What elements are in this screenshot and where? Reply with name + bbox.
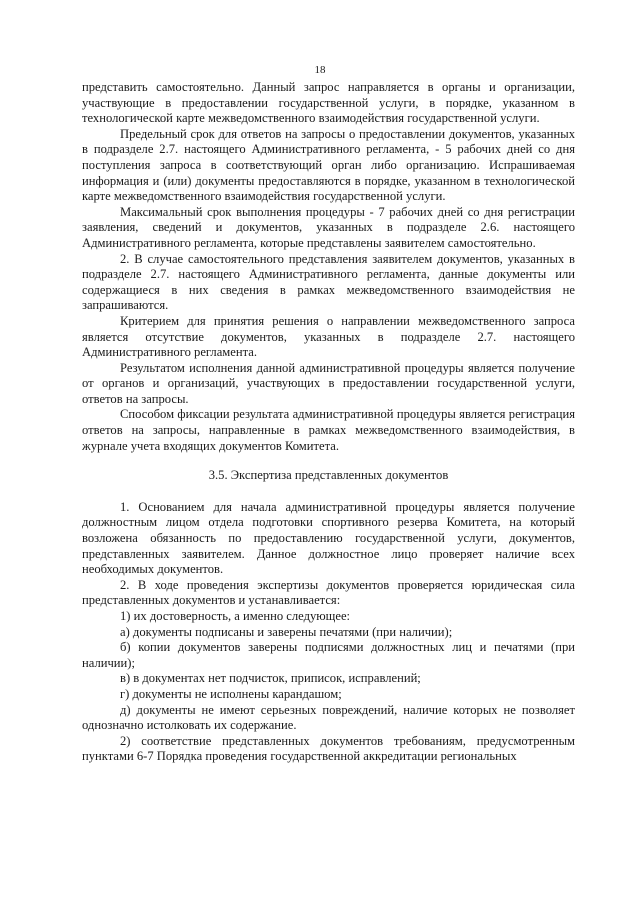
paragraph-deadline: Предельный срок для ответов на запросы о предоставлении документов, указанных в подразделе 2.7. настоящего Административного регламента, - 5 рабочих дней со дня поступления запроса в соответствующий орган либо организацию. Испрашиваемая информация и (или) документы предоставляются в порядке, указанном в технологической карте межведомственного взаимодействия государственной услуги. (82, 126, 575, 204)
paragraph-fixation: Способом фиксации результата административной процедуры является регистрация ответов на запросы, направленные в рамках межведомственного взаимодействия, в журнале учета входящих документов Комитета. (82, 407, 575, 453)
paragraph-criterion: Критерием для принятия решения о направлении межведомственного запроса является отсутствие документов, указанных в подразделе 2.7. настоящего Административного регламента. (82, 313, 575, 360)
paragraph-basis: 1. Основанием для начала административной процедуры является получение должностным лицом отдела подготовки спортивного резерва Комитета, на который возложена обязанность по предоставлению государственной услуги, документов, представленных заявителем. Данное должностное лицо проверяет наличие всех необходимых документов. (82, 499, 575, 577)
list-item-authenticity: 1) их достоверность, а именно следующее: (120, 609, 351, 623)
paragraph-max-duration: Максимальный срок выполнения процедуры - 7 рабочих дней со дня регистрации заявления, сведений и документов, указанных в подразделе 2.6. настоящего Административного регламента, которые представлены заявителем самостоятельно. (82, 204, 575, 250)
paragraph-self-submission: 2. В случае самостоятельного представления заявителем документов, указанных в подразделе 2.7. настоящего Административного регламента, данные документы или содержащиеся в них сведения в рамках межведомственного взаимодействия не запрашиваются. (82, 251, 575, 313)
section-heading: 3.5. Экспертиза представленных документов (208, 468, 449, 483)
list-item-a: а) документы подписаны и заверены печатями (при наличии); (120, 624, 453, 639)
document-body (82, 80, 575, 765)
list-item-b: б) копии документов заверены подписями должностных лиц и печатями (при наличии); (82, 640, 575, 670)
page-number: 18 (314, 64, 326, 76)
paragraph-result: Результатом исполнения данной административной процедуры является получение от органов и организаций, участвующих в предоставлении государственной услуги, ответов на запросы. (82, 360, 575, 406)
list-item-g: г) документы не исполнены карандашом; (120, 686, 342, 701)
list-item-d: д) документы не имеют серьезных повреждений, наличие которых не позволяет однозначно истолковать их содержание. (82, 702, 575, 733)
list-item-compliance: 2) соответствие представленных документов требованиям, предусмотренным пунктами 6-7 Порядка проведения государственной аккредитации региональных (82, 733, 575, 764)
list-item-v: в) в документах нет подчисток, приписок, исправлений; (120, 671, 421, 686)
paragraph-expertise: 2. В ходе проведения экспертизы документов проверяется юридическая сила представленных документов и устанавливается: (82, 577, 575, 608)
paragraph-continuation: представить самостоятельно. Данный запрос направляется в органы и организации, участвующие в предоставлении государственной услуги, в порядке, указанном в технологической карте межведомственного взаимодействия государственной услуги. (82, 80, 575, 126)
